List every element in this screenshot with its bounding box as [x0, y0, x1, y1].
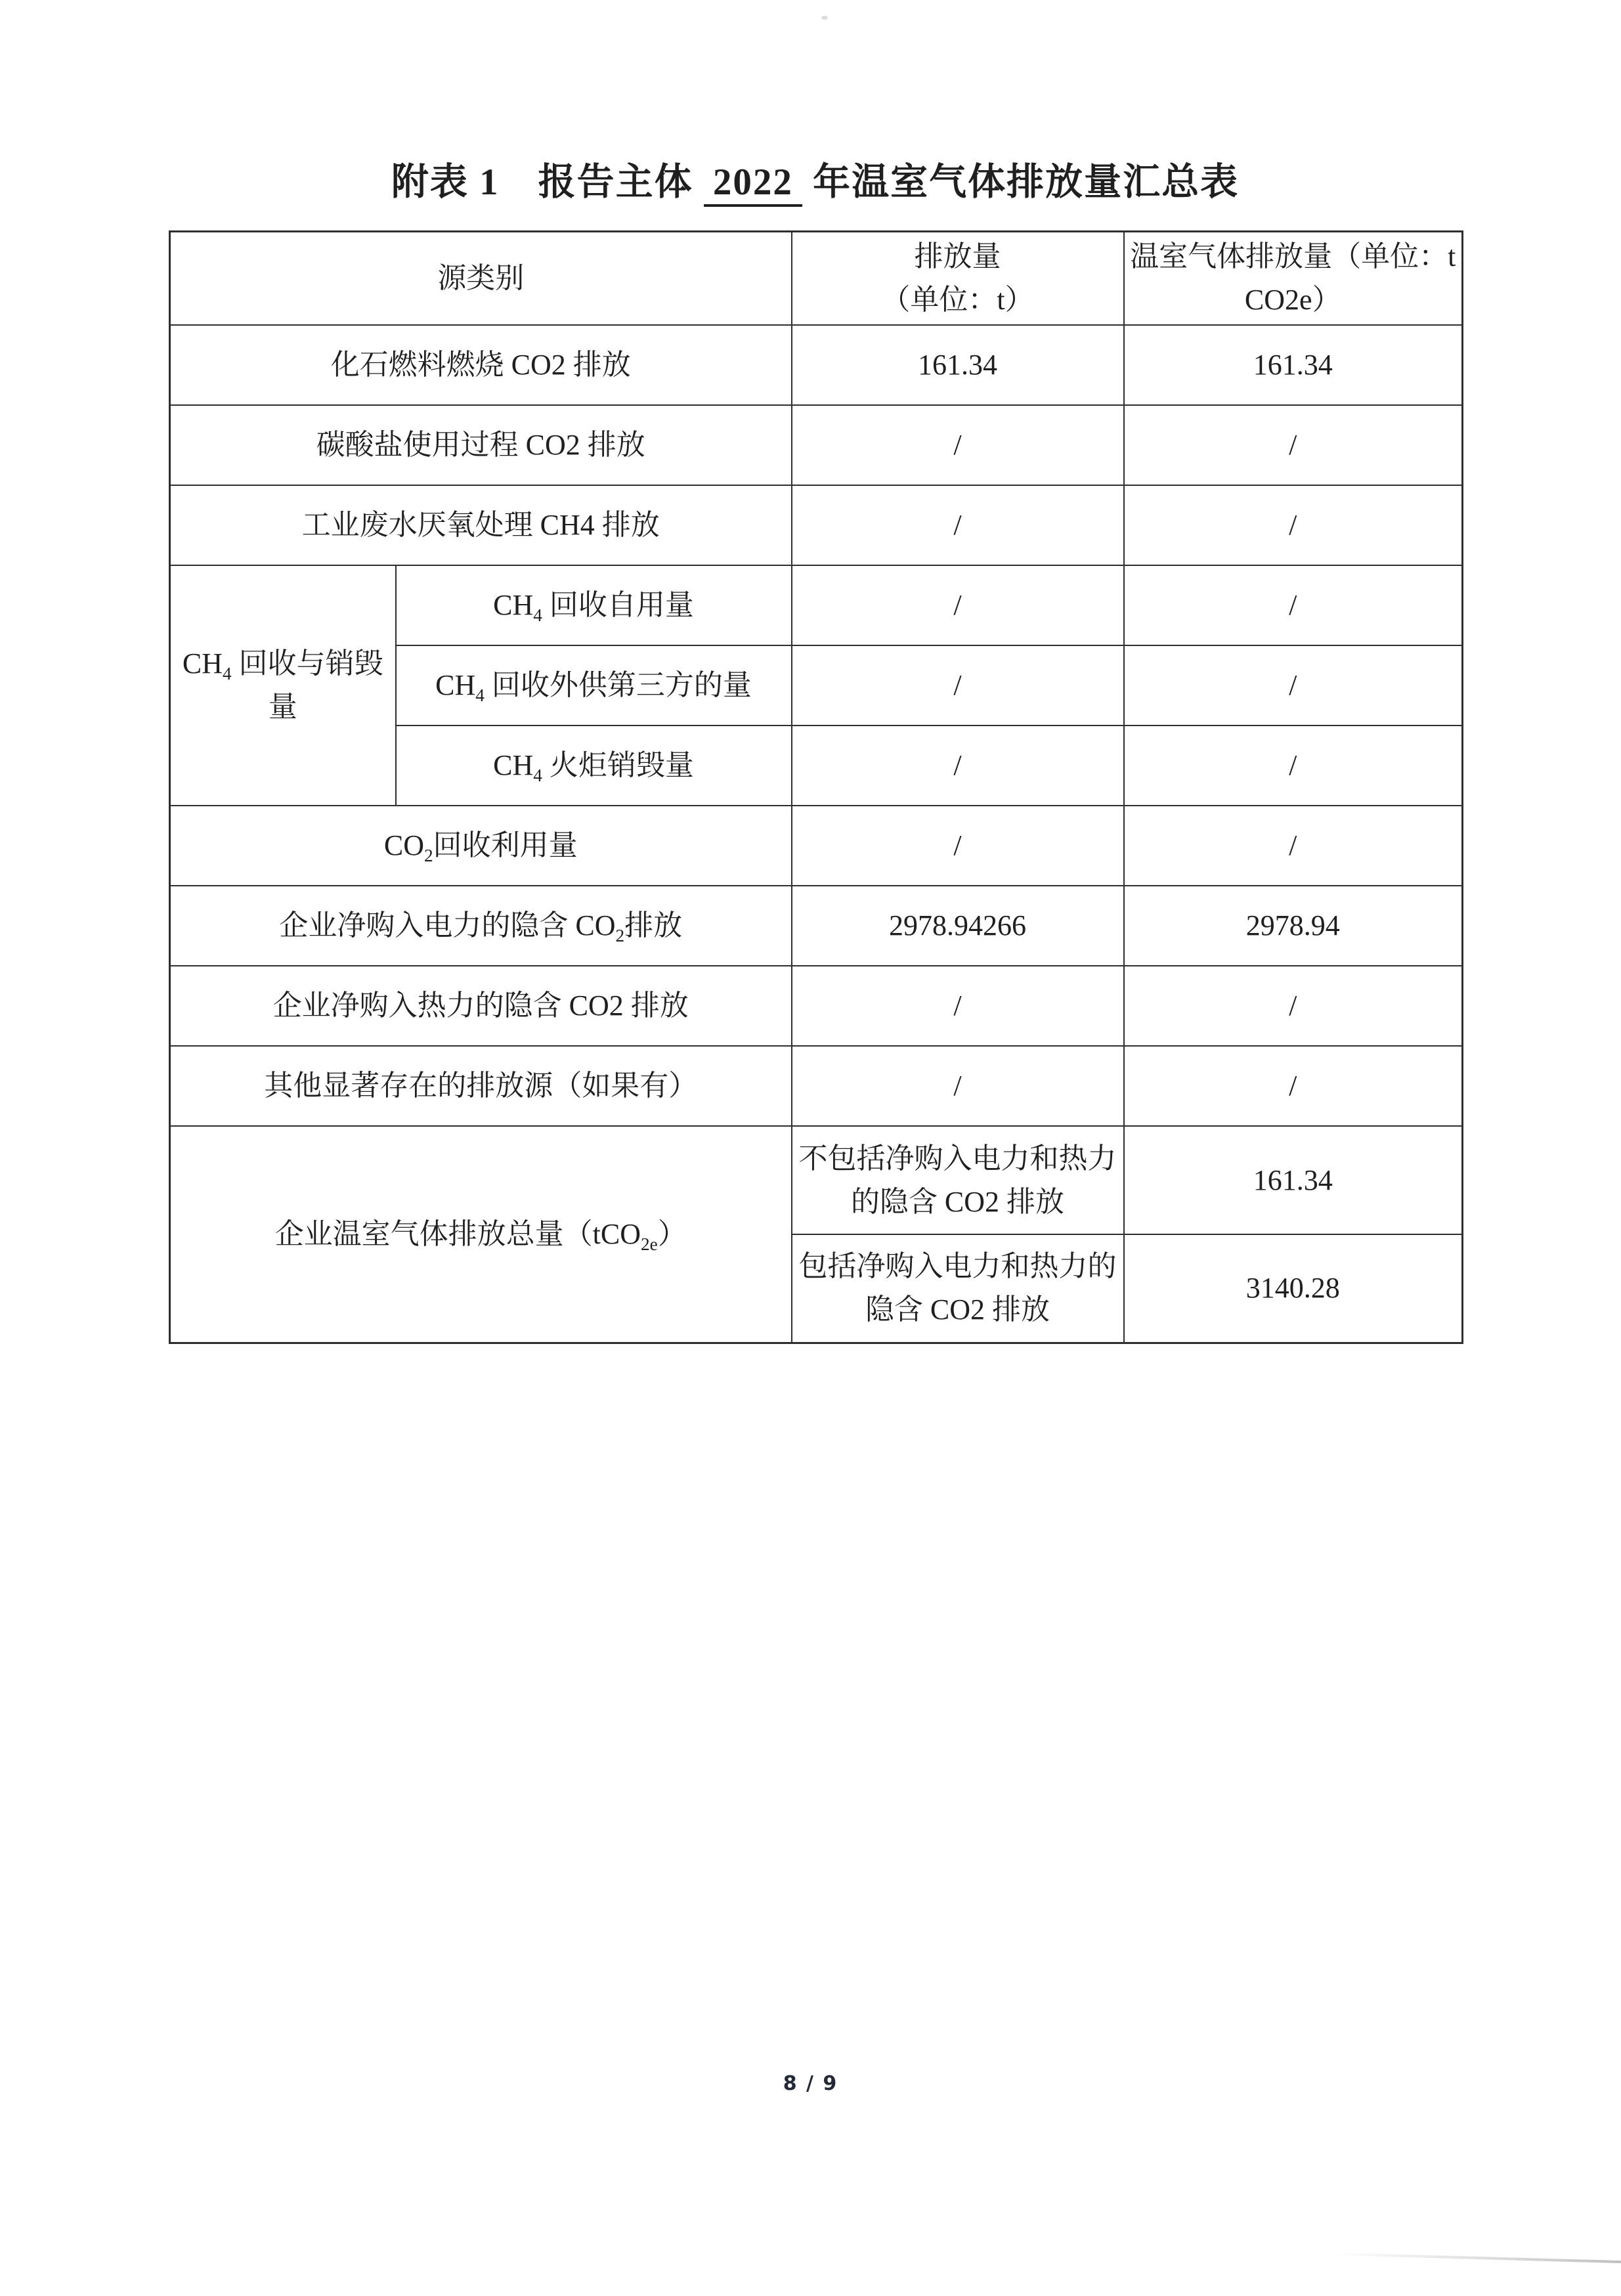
- total-value-cell: 161.34: [1124, 1126, 1463, 1234]
- row-ch4-self-use: [170, 565, 1463, 645]
- label-cell: $CH_4$ 火炬销毁量: [396, 726, 792, 806]
- title-prefix: 附表 1 报告主体: [391, 162, 693, 203]
- ghg-value-cell: /: [1124, 405, 1463, 485]
- row-fossil-fuel-co2: [170, 325, 1463, 405]
- emission-value-cell: /: [792, 966, 1124, 1046]
- header-emission-line1: 排放量: [914, 240, 1001, 272]
- emission-value-cell: /: [792, 645, 1124, 726]
- ghg-value-cell: /: [1124, 806, 1463, 886]
- ch4-group-label-cell: $CH_4$ 回收与销毁量: [170, 565, 396, 806]
- header-source-category: 源类别: [170, 232, 792, 326]
- scan-artifact-dot: [821, 16, 828, 20]
- row-other-sources: [170, 1046, 1463, 1126]
- header-emission-line2: （单位：t）: [881, 284, 1034, 316]
- label-cell: 其他显著存在的排放源（如果有）: [170, 1046, 792, 1126]
- emission-value-cell: /: [792, 1046, 1124, 1126]
- page-number: 8 / 9: [783, 2072, 838, 2095]
- emission-value-cell: /: [792, 726, 1124, 806]
- ghg-value-cell: /: [1124, 726, 1463, 806]
- row-total-excluding: [170, 1126, 1463, 1234]
- row-wastewater-ch4: [170, 485, 1463, 565]
- title-year-underlined: 2022: [704, 161, 802, 207]
- label-cell: 化石燃料燃烧 CO2 排放: [170, 325, 792, 405]
- ghg-value-cell: /: [1124, 485, 1463, 565]
- ghg-value-cell: /: [1124, 565, 1463, 645]
- ghg-value-cell: /: [1124, 645, 1463, 726]
- label-cell: $CH_4$ 回收外供第三方的量: [396, 645, 792, 726]
- emission-value-cell: 161.34: [792, 325, 1124, 405]
- ghg-value-cell: /: [1124, 1046, 1463, 1126]
- row-carbonate-co2: [170, 405, 1463, 485]
- row-heat-implied-co2: [170, 966, 1463, 1046]
- title-suffix: 年温室气体排放量汇总表: [813, 162, 1240, 203]
- ghg-value-cell: 161.34: [1124, 325, 1463, 405]
- header-ghg: 温室气体排放量（单位：tCO2e）: [1124, 232, 1463, 326]
- label-cell: 企业净购入电力的隐含 $CO_2$排放: [170, 886, 792, 966]
- ghg-value-cell: 2978.94: [1124, 886, 1463, 966]
- emission-value-cell: /: [792, 565, 1124, 645]
- ghg-summary-table: [169, 230, 1463, 1344]
- label-cell: 工业废水厌氧处理 CH4 排放: [170, 485, 792, 565]
- emission-value-cell: /: [792, 806, 1124, 886]
- row-co2-recovery: [170, 806, 1463, 886]
- emission-value-cell: 2978.94266: [792, 886, 1124, 966]
- label-cell: 企业净购入热力的隐含 CO2 排放: [170, 966, 792, 1046]
- total-group-label-cell: 企业温室气体排放总量（tCO$_{2e}$）: [170, 1126, 792, 1343]
- table-header-row: [170, 232, 1463, 326]
- label-cell: $CO_2$回收利用量: [170, 806, 792, 886]
- total-sub-label-cell: 包括净购入电力和热力的隐含 CO2 排放: [792, 1234, 1124, 1343]
- page-title: [169, 156, 1461, 209]
- emission-value-cell: /: [792, 405, 1124, 485]
- ghg-value-cell: /: [1124, 966, 1463, 1046]
- scan-artifact-line: [1333, 2253, 1621, 2263]
- total-sub-label-cell: 不包括净购入电力和热力的隐含 CO2 排放: [792, 1126, 1124, 1234]
- row-electricity-implied-co2: [170, 886, 1463, 966]
- label-cell: 碳酸盐使用过程 CO2 排放: [170, 405, 792, 485]
- header-emission: [792, 232, 1124, 326]
- emission-value-cell: /: [792, 485, 1124, 565]
- label-cell: $CH_4$ 回收自用量: [396, 565, 792, 645]
- total-value-cell: 3140.28: [1124, 1234, 1463, 1343]
